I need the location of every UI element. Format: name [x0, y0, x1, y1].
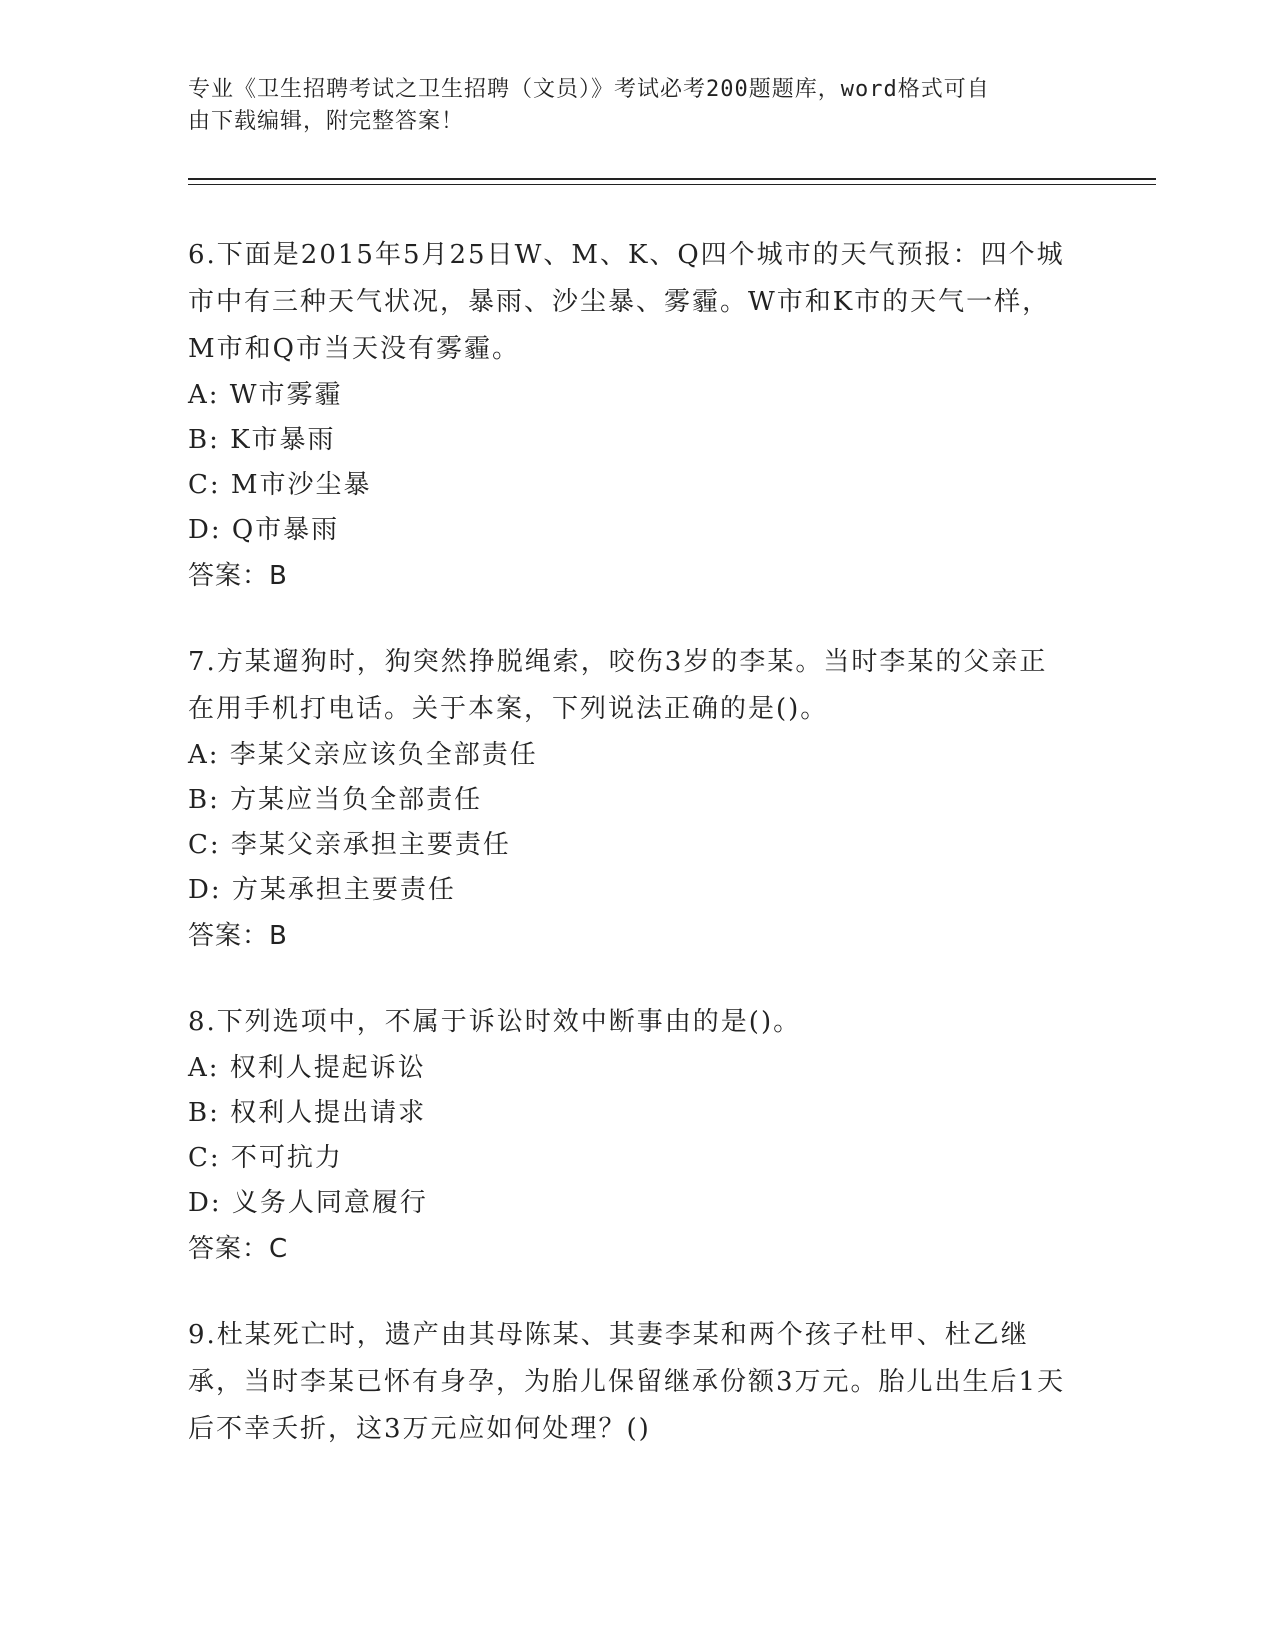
header-divider-bottom — [188, 184, 1156, 185]
option-d: D: 义务人同意履行 — [188, 1188, 428, 1218]
question-list — [188, 232, 1068, 1493]
option-d: D: 方某承担主要责任 — [188, 875, 456, 905]
option-b: B: 方某应当负全部责任 — [188, 785, 483, 815]
question-6 — [188, 232, 1068, 599]
answer-line: 答案：C — [188, 1234, 289, 1264]
header-line-2: 由下载编辑，附完整答案！ — [188, 109, 465, 134]
question-7 — [188, 639, 1068, 959]
option-b: B: K市暴雨 — [188, 425, 336, 455]
option-c: C: M市沙尘暴 — [188, 470, 372, 500]
option-d: D: Q市暴雨 — [188, 515, 340, 545]
answer-line: 答案：B — [188, 921, 288, 951]
option-c: C: 李某父亲承担主要责任 — [188, 830, 511, 860]
question-8 — [188, 999, 1068, 1272]
question-9 — [188, 1312, 1068, 1453]
question-stem: 6.下面是2015年5月25日W、M、K、Q四个城市的天气预报：四个城市中有三种天气状况，暴雨、沙尘暴、雾霾。W市和K市的天气一样，M市和Q市当天没有雾霾。 — [188, 240, 1065, 364]
header-divider-top — [188, 178, 1156, 180]
option-c: C: 不可抗力 — [188, 1143, 343, 1173]
question-stem: 9.杜某死亡时，遗产由其母陈某、其妻李某和两个孩子杜甲、杜乙继承，当时李某已怀有身孕，为胎儿保留继承份额3万元。胎儿出生后1天后不幸夭折，这3万元应如何处理？() — [188, 1320, 1066, 1444]
document-header — [188, 74, 1068, 138]
option-a: A: 权利人提起诉讼 — [188, 1053, 426, 1083]
answer-line: 答案：B — [188, 561, 288, 591]
header-line-1: 专业《卫生招聘考试之卫生招聘（文员）》考试必考200题题库，word格式可自 — [188, 77, 990, 102]
question-stem: 7.方某遛狗时，狗突然挣脱绳索，咬伤3岁的李某。当时李某的父亲正在用手机打电话。关于本案，下列说法正确的是()。 — [188, 647, 1048, 724]
question-stem: 8.下列选项中，不属于诉讼时效中断事由的是()。 — [188, 1007, 802, 1037]
option-a: A: 李某父亲应该负全部责任 — [188, 740, 538, 770]
option-a: A: W市雾霾 — [188, 380, 343, 410]
option-b: B: 权利人提出请求 — [188, 1098, 427, 1128]
